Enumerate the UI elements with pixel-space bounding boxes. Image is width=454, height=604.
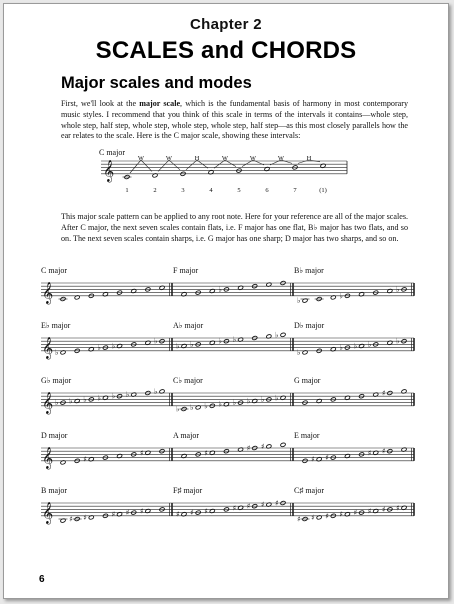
scale-degree-label: 6 — [265, 187, 269, 194]
scale-label-eb-major: E♭ major — [41, 321, 71, 330]
interval-label: W — [165, 155, 173, 162]
sharp-icon: ♯ — [381, 446, 386, 456]
flat-icon: ♭ — [190, 339, 194, 349]
flat-icon: ♭ — [55, 398, 59, 408]
flat-icon: ♭ — [176, 404, 180, 414]
interval-label: H — [194, 155, 200, 162]
whole-note — [280, 332, 286, 337]
scale-label-g-major: G major — [294, 376, 321, 385]
sharp-icon: ♯ — [176, 509, 180, 519]
scale-degree-label: 1 — [125, 187, 129, 194]
sharp-icon: ♯ — [83, 454, 87, 464]
scale-label-cb-major: C♭ major — [173, 376, 203, 385]
sharp-icon: ♯ — [381, 388, 386, 398]
flat-icon: ♭ — [55, 347, 59, 357]
sharp-icon: ♯ — [204, 506, 208, 516]
sharp-icon: ♯ — [311, 454, 315, 464]
flat-icon: ♭ — [111, 341, 116, 351]
scale-label-b-major: B major — [41, 486, 67, 495]
scale-label-gb-major: G♭ major — [41, 376, 72, 385]
flat-icon: ♭ — [125, 390, 130, 400]
scale-degree-label: 3 — [181, 187, 185, 194]
sharp-icon: ♯ — [260, 441, 265, 451]
interval-bracket — [186, 160, 208, 170]
interval-bracket — [130, 160, 152, 173]
sharp-icon: ♯ — [83, 512, 87, 522]
scale-label-bb-major: B♭ major — [294, 266, 324, 275]
flat-icon: ♭ — [396, 336, 400, 346]
sharp-icon: ♯ — [246, 501, 251, 511]
scale-degree-label: 5 — [237, 187, 241, 194]
intro-text-end: , which is the fundamental basis of harmony in most contemporary music styles. I recommend that you think of this scale in terms of the intervals it contains—whole step, whole step, half step, whole step, whole step, whole step, half step—as this most closely parallels how the ear relates to the scale. Here is the C major scale, showing these intervals: — [61, 99, 408, 141]
flat-icon: ♭ — [297, 296, 301, 306]
interval-label: W — [221, 155, 229, 162]
flat-icon: ♭ — [275, 330, 279, 340]
scale-degree-label: 7 — [293, 187, 297, 194]
chapter-title: SCALES and CHORDS — [95, 37, 357, 64]
interval-label: W — [249, 155, 257, 162]
scales-paragraph: This major scale pattern can be applied to any root note. Here for your reference are all of the major scales. After C major, the next seven scales contain flats, i.e. F major has one flat, B♭ major has two flats, and so on. The next seven scales contain sharps, i.e. G major has one sharp; D major has two sharps, and so on. — [61, 212, 408, 243]
sharp-icon: ♯ — [190, 508, 194, 518]
treble-clef-icon: 𝄞 — [42, 446, 54, 469]
sharp-icon: ♯ — [246, 443, 251, 453]
flat-icon: ♭ — [232, 398, 237, 408]
treble-clef-icon: 𝄞 — [42, 501, 54, 524]
sharp-icon: ♯ — [139, 506, 144, 516]
whole-note — [280, 442, 286, 447]
flat-icon: ♭ — [246, 396, 251, 406]
sharp-icon: ♯ — [204, 448, 208, 458]
scale-label-e-major: E major — [294, 431, 320, 440]
flat-icon: ♭ — [69, 396, 73, 406]
flat-icon: ♭ — [396, 284, 400, 294]
interval-bracket — [158, 160, 180, 171]
scale-label-ab-major: A♭ major — [173, 321, 204, 330]
example-title: C major — [99, 148, 125, 157]
sharp-icon: ♯ — [232, 503, 237, 513]
flat-icon: ♭ — [204, 401, 208, 411]
sharp-icon: ♯ — [260, 500, 265, 510]
book-page — [3, 3, 449, 599]
flat-icon: ♭ — [190, 402, 194, 412]
flat-icon: ♭ — [232, 335, 237, 345]
flat-icon: ♭ — [339, 343, 343, 353]
treble-clef-icon: 𝄞 — [42, 281, 54, 304]
scale-label-c-major: C major — [41, 266, 67, 275]
treble-clef-icon: 𝄞 — [42, 336, 54, 359]
flat-icon: ♭ — [275, 393, 279, 403]
major-scale-term: major scale — [139, 99, 181, 108]
interval-label: W — [137, 155, 145, 162]
scale-label-f-major: F major — [173, 266, 199, 275]
flat-icon: ♭ — [154, 386, 158, 396]
sharp-icon: ♯ — [367, 448, 372, 458]
sharp-icon: ♯ — [297, 514, 301, 524]
flat-icon: ♭ — [97, 343, 101, 353]
sharp-icon: ♯ — [396, 503, 400, 513]
scale-label-fs-major: F♯ major — [173, 486, 203, 495]
sharp-icon: ♯ — [111, 509, 116, 519]
sharp-icon: ♯ — [353, 508, 358, 518]
scale-label-a-major: A major — [173, 431, 199, 440]
flat-icon: ♭ — [176, 341, 180, 351]
flat-icon: ♭ — [111, 391, 116, 401]
flat-icon: ♭ — [218, 284, 222, 294]
sharp-icon: ♯ — [381, 504, 386, 514]
flat-icon: ♭ — [339, 291, 343, 301]
music-notation — [4, 4, 448, 598]
flat-icon: ♭ — [97, 393, 101, 403]
sharp-icon: ♯ — [339, 509, 344, 519]
scale-label-db-major: D♭ major — [294, 321, 325, 330]
flat-icon: ♭ — [353, 341, 358, 351]
sharp-icon: ♯ — [325, 511, 329, 521]
scale-label-d-major: D major — [41, 431, 68, 440]
interval-bracket — [298, 160, 320, 163]
intro-text-start: First, we'll look at the — [61, 99, 140, 108]
sharp-icon: ♯ — [69, 514, 73, 524]
sharp-icon: ♯ — [325, 453, 329, 463]
interval-label: H — [306, 155, 312, 162]
flat-icon: ♭ — [297, 347, 301, 357]
sharp-icon: ♯ — [311, 512, 315, 522]
flat-icon: ♭ — [83, 394, 87, 404]
flat-icon: ♭ — [367, 339, 372, 349]
section-heading: Major scales and modes — [61, 74, 252, 92]
sharp-icon: ♯ — [125, 508, 130, 518]
sharp-icon: ♯ — [367, 506, 372, 516]
flat-icon: ♭ — [260, 394, 265, 404]
chapter-label: Chapter 2 — [190, 16, 262, 33]
scale-degree-label: 4 — [209, 187, 213, 194]
interval-label: W — [277, 155, 285, 162]
flat-icon: ♭ — [218, 399, 222, 409]
scale-degree-label: (1) — [319, 187, 327, 194]
flat-icon: ♭ — [154, 336, 158, 346]
treble-clef-icon: 𝄞 — [103, 159, 115, 182]
flat-icon: ♭ — [218, 336, 222, 346]
scale-label-cs-major: C♯ major — [294, 486, 324, 495]
page-number: 6 — [39, 574, 45, 585]
sharp-icon: ♯ — [139, 448, 144, 458]
scale-degree-label: 2 — [153, 187, 157, 194]
sharp-icon: ♯ — [275, 498, 279, 508]
treble-clef-icon: 𝄞 — [42, 391, 54, 414]
